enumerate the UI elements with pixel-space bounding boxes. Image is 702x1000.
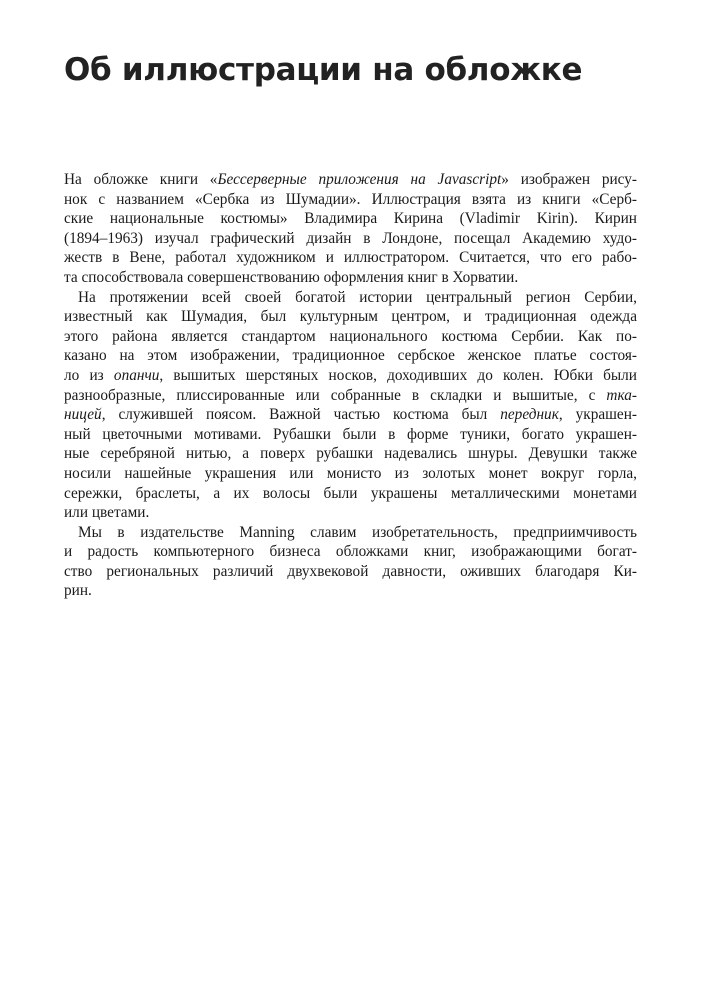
text-line [64,523,637,543]
italic-text: передник [500,406,559,424]
text-line [64,484,637,504]
text-segment: , вышитых шерстяных носков, доходивших до колен. Юбки были [159,366,637,384]
text-line [64,190,637,210]
text-segment: и радость компьютерного бизнеса обложками книг, изображающими богат- [64,543,637,561]
text-segment: , служившей поясом. Важной частью костюма был [101,406,501,424]
text-line [64,268,637,288]
page-title: Об иллюстрации на обложке [64,52,583,88]
text-segment: На обложке книги « [64,171,218,188]
italic-text: тка- [606,386,637,404]
text-segment: носили нашейные украшения или монисто из золотых монет вокруг горла, [64,464,637,482]
text-segment: известный как Шумадия, был культурным центром, и традиционная одежда [64,308,637,326]
text-segment: та способствовала совершенствованию оформления книг в Хорватии. [64,268,519,286]
italic-text: Бессерверные приложения на Javascript [217,171,502,188]
text-line [64,562,637,582]
text-line [64,405,637,425]
text-line [64,464,637,484]
text-line [64,444,637,464]
text-line [64,386,637,406]
text-segment: или цветами. [64,504,150,522]
paragraph [64,523,637,601]
text-segment: этого района является стандартом национального костюма Сербии. Как по- [64,327,637,345]
paragraph [64,170,637,288]
italic-text: ницей [64,406,102,424]
text-line [64,542,637,562]
text-segment: , украшен- [558,406,637,424]
text-segment: нок с названием «Сербка из Шумадии». Иллюстрация взята из книги «Серб- [64,190,637,208]
text-line [64,170,637,190]
text-line [64,307,637,327]
text-segment: ские национальные костюмы» Владимира Кирина (Vladimir Kirin). Кирин [64,210,637,228]
text-segment: жеств в Вене, работал художником и иллюстратором. Считается, что его рабо- [64,249,637,267]
text-line [64,581,637,601]
italic-text: опанчи [113,366,160,384]
paragraph [64,288,637,523]
text-line [64,229,637,249]
text-segment: На протяжении всей своей богатой истории центральный регион Сербии, [78,288,637,306]
text-segment: ные серебряной нитью, а поверх рубашки надевались шнуры. Девушки также [64,445,637,463]
text-segment: » изображен рису- [501,171,637,188]
text-line [64,248,637,268]
text-line [64,503,637,523]
text-line [64,425,637,445]
text-segment: ство региональных различий двухвековой давности, оживших благодаря Ки- [64,562,637,580]
text-segment: (1894–1963) изучал графический дизайн в Лондоне, посещал Академию худо- [64,229,637,247]
text-segment: разнообразные, плиссированные или собранные в складки и вышитые, с [64,386,607,404]
text-line [64,366,637,386]
text-segment: рин. [64,582,92,600]
text-segment: Мы в издательстве Manning славим изобретательность, предприимчивость [78,523,637,541]
text-segment: ло из [64,366,114,384]
text-line [64,346,637,366]
text-segment: казано на этом изображении, традиционное сербское женское платье состоя- [64,347,637,365]
body-text [64,170,637,601]
text-segment: ный цветочными мотивами. Рубашки были в форме туники, богато украшен- [64,425,637,443]
text-line [64,327,637,347]
text-line [64,209,637,229]
text-segment: сережки, браслеты, а их волосы были украшены металлическими монетами [64,484,637,502]
text-line [64,288,637,308]
